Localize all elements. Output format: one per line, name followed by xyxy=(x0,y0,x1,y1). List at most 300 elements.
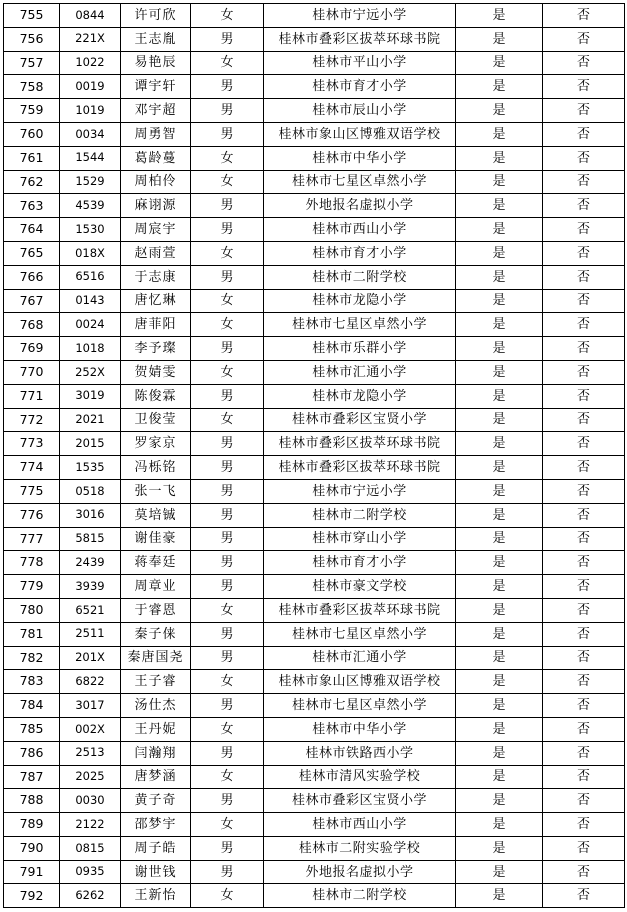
table-row xyxy=(4,694,625,718)
id-suffix-cell: 0815 xyxy=(60,836,121,860)
flag-yes-cell: 是 xyxy=(456,598,543,622)
flag-yes-cell: 是 xyxy=(456,408,543,432)
serial-number-cell: 755 xyxy=(4,4,60,28)
id-suffix-cell: 2025 xyxy=(60,765,121,789)
flag-no-cell: 否 xyxy=(543,75,625,99)
table-row xyxy=(4,241,625,265)
table-row xyxy=(4,789,625,813)
gender-cell: 男 xyxy=(191,432,264,456)
id-suffix-cell: 6822 xyxy=(60,670,121,694)
serial-number-cell: 780 xyxy=(4,598,60,622)
id-suffix-cell: 4539 xyxy=(60,194,121,218)
table-row xyxy=(4,265,625,289)
flag-no-cell: 否 xyxy=(543,694,625,718)
gender-cell: 女 xyxy=(191,170,264,194)
student-name-cell: 唐忆琳 xyxy=(121,289,191,313)
table-row xyxy=(4,27,625,51)
table-row xyxy=(4,122,625,146)
table-row xyxy=(4,551,625,575)
school-cell: 桂林市育才小学 xyxy=(264,75,456,99)
flag-yes-cell: 是 xyxy=(456,527,543,551)
student-name-cell: 罗家京 xyxy=(121,432,191,456)
school-cell: 桂林市叠彩区拔萃环球书院 xyxy=(264,598,456,622)
flag-no-cell: 否 xyxy=(543,265,625,289)
id-suffix-cell: 1019 xyxy=(60,99,121,123)
id-suffix-cell: 0034 xyxy=(60,122,121,146)
table-row xyxy=(4,598,625,622)
serial-number-cell: 775 xyxy=(4,479,60,503)
gender-cell: 男 xyxy=(191,741,264,765)
flag-no-cell: 否 xyxy=(543,289,625,313)
gender-cell: 男 xyxy=(191,646,264,670)
flag-yes-cell: 是 xyxy=(456,289,543,313)
student-name-cell: 冯栎铭 xyxy=(121,456,191,480)
id-suffix-cell: 0518 xyxy=(60,479,121,503)
school-cell: 桂林市清风实验学校 xyxy=(264,765,456,789)
student-name-cell: 谭宇轩 xyxy=(121,75,191,99)
school-cell: 桂林市七星区卓然小学 xyxy=(264,170,456,194)
student-name-cell: 邓宇超 xyxy=(121,99,191,123)
id-suffix-cell: 5815 xyxy=(60,527,121,551)
id-suffix-cell: 252X xyxy=(60,360,121,384)
gender-cell: 女 xyxy=(191,360,264,384)
gender-cell: 男 xyxy=(191,456,264,480)
gender-cell: 男 xyxy=(191,860,264,884)
gender-cell: 女 xyxy=(191,813,264,837)
student-name-cell: 许可欣 xyxy=(121,4,191,28)
gender-cell: 男 xyxy=(191,575,264,599)
gender-cell: 男 xyxy=(191,836,264,860)
school-cell: 桂林市育才小学 xyxy=(264,551,456,575)
flag-yes-cell: 是 xyxy=(456,51,543,75)
student-name-cell: 卫俊莹 xyxy=(121,408,191,432)
school-cell: 桂林市叠彩区拔萃环球书院 xyxy=(264,456,456,480)
gender-cell: 女 xyxy=(191,598,264,622)
flag-yes-cell: 是 xyxy=(456,337,543,361)
flag-no-cell: 否 xyxy=(543,146,625,170)
table-row xyxy=(4,575,625,599)
student-name-cell: 李予璨 xyxy=(121,337,191,361)
school-cell: 桂林市叠彩区宝贤小学 xyxy=(264,789,456,813)
id-suffix-cell: 3017 xyxy=(60,694,121,718)
flag-yes-cell: 是 xyxy=(456,27,543,51)
school-cell: 桂林市龙隐小学 xyxy=(264,384,456,408)
flag-no-cell: 否 xyxy=(543,836,625,860)
id-suffix-cell: 0019 xyxy=(60,75,121,99)
table-row xyxy=(4,360,625,384)
gender-cell: 男 xyxy=(191,27,264,51)
id-suffix-cell: 1022 xyxy=(60,51,121,75)
school-cell: 桂林市叠彩区拔萃环球书院 xyxy=(264,432,456,456)
serial-number-cell: 777 xyxy=(4,527,60,551)
school-cell: 桂林市叠彩区拔萃环球书院 xyxy=(264,27,456,51)
serial-number-cell: 765 xyxy=(4,241,60,265)
id-suffix-cell: 2021 xyxy=(60,408,121,432)
flag-no-cell: 否 xyxy=(543,432,625,456)
school-cell: 桂林市龙隐小学 xyxy=(264,289,456,313)
gender-cell: 女 xyxy=(191,51,264,75)
student-name-cell: 秦唐国尧 xyxy=(121,646,191,670)
flag-yes-cell: 是 xyxy=(456,813,543,837)
gender-cell: 女 xyxy=(191,146,264,170)
serial-number-cell: 768 xyxy=(4,313,60,337)
id-suffix-cell: 1530 xyxy=(60,218,121,242)
serial-number-cell: 759 xyxy=(4,99,60,123)
student-name-cell: 周勇智 xyxy=(121,122,191,146)
id-suffix-cell: 002X xyxy=(60,717,121,741)
flag-no-cell: 否 xyxy=(543,313,625,337)
school-cell: 桂林市二附学校 xyxy=(264,265,456,289)
table-row xyxy=(4,4,625,28)
id-suffix-cell: 0030 xyxy=(60,789,121,813)
gender-cell: 男 xyxy=(191,384,264,408)
flag-yes-cell: 是 xyxy=(456,4,543,28)
school-cell: 桂林市辰山小学 xyxy=(264,99,456,123)
table-row xyxy=(4,432,625,456)
table-row xyxy=(4,313,625,337)
student-name-cell: 蒋奉廷 xyxy=(121,551,191,575)
id-suffix-cell: 6516 xyxy=(60,265,121,289)
serial-number-cell: 757 xyxy=(4,51,60,75)
school-cell: 桂林市象山区博雅双语学校 xyxy=(264,122,456,146)
student-name-cell: 唐菲阳 xyxy=(121,313,191,337)
school-cell: 桂林市宁远小学 xyxy=(264,479,456,503)
student-name-cell: 唐梦涵 xyxy=(121,765,191,789)
school-cell: 桂林市象山区博雅双语学校 xyxy=(264,670,456,694)
flag-no-cell: 否 xyxy=(543,884,625,908)
gender-cell: 女 xyxy=(191,717,264,741)
table-row xyxy=(4,813,625,837)
table-row xyxy=(4,289,625,313)
flag-yes-cell: 是 xyxy=(456,170,543,194)
flag-no-cell: 否 xyxy=(543,27,625,51)
flag-yes-cell: 是 xyxy=(456,194,543,218)
id-suffix-cell: 0935 xyxy=(60,860,121,884)
flag-no-cell: 否 xyxy=(543,765,625,789)
flag-no-cell: 否 xyxy=(543,360,625,384)
student-name-cell: 邵梦宇 xyxy=(121,813,191,837)
flag-no-cell: 否 xyxy=(543,741,625,765)
student-name-cell: 周柏伶 xyxy=(121,170,191,194)
table-row xyxy=(4,146,625,170)
flag-no-cell: 否 xyxy=(543,384,625,408)
flag-no-cell: 否 xyxy=(543,51,625,75)
gender-cell: 男 xyxy=(191,694,264,718)
flag-no-cell: 否 xyxy=(543,194,625,218)
serial-number-cell: 761 xyxy=(4,146,60,170)
table-row xyxy=(4,622,625,646)
table-row xyxy=(4,99,625,123)
table-row xyxy=(4,218,625,242)
serial-number-cell: 773 xyxy=(4,432,60,456)
serial-number-cell: 762 xyxy=(4,170,60,194)
serial-number-cell: 756 xyxy=(4,27,60,51)
school-cell: 桂林市西山小学 xyxy=(264,813,456,837)
flag-no-cell: 否 xyxy=(543,527,625,551)
school-cell: 桂林市育才小学 xyxy=(264,241,456,265)
id-suffix-cell: 3016 xyxy=(60,503,121,527)
flag-yes-cell: 是 xyxy=(456,384,543,408)
table-row xyxy=(4,337,625,361)
school-cell: 桂林市铁路西小学 xyxy=(264,741,456,765)
school-cell: 外地报名虚拟小学 xyxy=(264,860,456,884)
id-suffix-cell: 3939 xyxy=(60,575,121,599)
serial-number-cell: 770 xyxy=(4,360,60,384)
gender-cell: 男 xyxy=(191,503,264,527)
student-name-cell: 于睿恩 xyxy=(121,598,191,622)
student-name-cell: 贺婧雯 xyxy=(121,360,191,384)
student-name-cell: 王志胤 xyxy=(121,27,191,51)
student-name-cell: 于志康 xyxy=(121,265,191,289)
flag-yes-cell: 是 xyxy=(456,265,543,289)
student-name-cell: 周章业 xyxy=(121,575,191,599)
school-cell: 桂林市中华小学 xyxy=(264,146,456,170)
id-suffix-cell: 0844 xyxy=(60,4,121,28)
gender-cell: 男 xyxy=(191,194,264,218)
flag-yes-cell: 是 xyxy=(456,884,543,908)
serial-number-cell: 781 xyxy=(4,622,60,646)
student-name-cell: 易艳辰 xyxy=(121,51,191,75)
flag-yes-cell: 是 xyxy=(456,741,543,765)
flag-no-cell: 否 xyxy=(543,622,625,646)
flag-no-cell: 否 xyxy=(543,789,625,813)
flag-yes-cell: 是 xyxy=(456,122,543,146)
flag-no-cell: 否 xyxy=(543,337,625,361)
serial-number-cell: 763 xyxy=(4,194,60,218)
flag-yes-cell: 是 xyxy=(456,670,543,694)
table-row xyxy=(4,717,625,741)
school-cell: 桂林市西山小学 xyxy=(264,218,456,242)
school-cell: 桂林市二附学校 xyxy=(264,884,456,908)
student-name-cell: 黄子奇 xyxy=(121,789,191,813)
id-suffix-cell: 1544 xyxy=(60,146,121,170)
flag-no-cell: 否 xyxy=(543,575,625,599)
flag-yes-cell: 是 xyxy=(456,836,543,860)
table-row xyxy=(4,170,625,194)
flag-no-cell: 否 xyxy=(543,456,625,480)
serial-number-cell: 788 xyxy=(4,789,60,813)
table-row xyxy=(4,646,625,670)
table-row xyxy=(4,408,625,432)
student-name-cell: 王丹妮 xyxy=(121,717,191,741)
school-cell: 桂林市穿山小学 xyxy=(264,527,456,551)
school-cell: 桂林市豪文学校 xyxy=(264,575,456,599)
id-suffix-cell: 2439 xyxy=(60,551,121,575)
gender-cell: 女 xyxy=(191,884,264,908)
table-row xyxy=(4,741,625,765)
id-suffix-cell: 6521 xyxy=(60,598,121,622)
flag-no-cell: 否 xyxy=(543,4,625,28)
id-suffix-cell: 1018 xyxy=(60,337,121,361)
serial-number-cell: 785 xyxy=(4,717,60,741)
student-roster-table xyxy=(3,3,625,908)
school-cell: 桂林市汇通小学 xyxy=(264,646,456,670)
student-name-cell: 王子睿 xyxy=(121,670,191,694)
school-cell: 桂林市叠彩区宝贤小学 xyxy=(264,408,456,432)
flag-yes-cell: 是 xyxy=(456,765,543,789)
flag-yes-cell: 是 xyxy=(456,860,543,884)
id-suffix-cell: 018X xyxy=(60,241,121,265)
flag-yes-cell: 是 xyxy=(456,575,543,599)
gender-cell: 男 xyxy=(191,122,264,146)
school-cell: 桂林市中华小学 xyxy=(264,717,456,741)
gender-cell: 女 xyxy=(191,408,264,432)
flag-yes-cell: 是 xyxy=(456,503,543,527)
table-row xyxy=(4,479,625,503)
flag-no-cell: 否 xyxy=(543,717,625,741)
gender-cell: 男 xyxy=(191,99,264,123)
gender-cell: 男 xyxy=(191,527,264,551)
flag-no-cell: 否 xyxy=(543,218,625,242)
gender-cell: 男 xyxy=(191,789,264,813)
flag-yes-cell: 是 xyxy=(456,479,543,503)
student-name-cell: 王新怡 xyxy=(121,884,191,908)
gender-cell: 男 xyxy=(191,265,264,289)
flag-no-cell: 否 xyxy=(543,670,625,694)
gender-cell: 男 xyxy=(191,337,264,361)
flag-no-cell: 否 xyxy=(543,122,625,146)
student-name-cell: 谢佳豪 xyxy=(121,527,191,551)
flag-no-cell: 否 xyxy=(543,241,625,265)
flag-yes-cell: 是 xyxy=(456,551,543,575)
id-suffix-cell: 3019 xyxy=(60,384,121,408)
school-cell: 桂林市七星区卓然小学 xyxy=(264,313,456,337)
serial-number-cell: 760 xyxy=(4,122,60,146)
flag-no-cell: 否 xyxy=(543,813,625,837)
serial-number-cell: 774 xyxy=(4,456,60,480)
flag-yes-cell: 是 xyxy=(456,646,543,670)
id-suffix-cell: 2015 xyxy=(60,432,121,456)
serial-number-cell: 776 xyxy=(4,503,60,527)
flag-no-cell: 否 xyxy=(543,551,625,575)
serial-number-cell: 790 xyxy=(4,836,60,860)
id-suffix-cell: 2513 xyxy=(60,741,121,765)
school-cell: 桂林市汇通小学 xyxy=(264,360,456,384)
flag-yes-cell: 是 xyxy=(456,789,543,813)
student-name-cell: 陈俊霖 xyxy=(121,384,191,408)
table-row xyxy=(4,765,625,789)
gender-cell: 女 xyxy=(191,241,264,265)
serial-number-cell: 782 xyxy=(4,646,60,670)
serial-number-cell: 791 xyxy=(4,860,60,884)
student-name-cell: 闫瀚翔 xyxy=(121,741,191,765)
gender-cell: 男 xyxy=(191,551,264,575)
school-cell: 桂林市宁远小学 xyxy=(264,4,456,28)
school-cell: 桂林市二附实验学校 xyxy=(264,836,456,860)
table-row xyxy=(4,194,625,218)
gender-cell: 男 xyxy=(191,622,264,646)
table-row xyxy=(4,527,625,551)
serial-number-cell: 783 xyxy=(4,670,60,694)
serial-number-cell: 764 xyxy=(4,218,60,242)
student-name-cell: 秦子俫 xyxy=(121,622,191,646)
gender-cell: 男 xyxy=(191,75,264,99)
flag-yes-cell: 是 xyxy=(456,432,543,456)
gender-cell: 女 xyxy=(191,4,264,28)
school-cell: 桂林市二附学校 xyxy=(264,503,456,527)
id-suffix-cell: 6262 xyxy=(60,884,121,908)
flag-yes-cell: 是 xyxy=(456,622,543,646)
serial-number-cell: 758 xyxy=(4,75,60,99)
school-cell: 外地报名虚拟小学 xyxy=(264,194,456,218)
id-suffix-cell: 2511 xyxy=(60,622,121,646)
id-suffix-cell: 221X xyxy=(60,27,121,51)
flag-no-cell: 否 xyxy=(543,479,625,503)
gender-cell: 男 xyxy=(191,479,264,503)
flag-yes-cell: 是 xyxy=(456,218,543,242)
flag-yes-cell: 是 xyxy=(456,360,543,384)
flag-yes-cell: 是 xyxy=(456,146,543,170)
student-name-cell: 张一飞 xyxy=(121,479,191,503)
serial-number-cell: 789 xyxy=(4,813,60,837)
table-row xyxy=(4,503,625,527)
gender-cell: 男 xyxy=(191,218,264,242)
student-name-cell: 谢世钱 xyxy=(121,860,191,884)
school-cell: 桂林市乐群小学 xyxy=(264,337,456,361)
school-cell: 桂林市七星区卓然小学 xyxy=(264,622,456,646)
student-name-cell: 周子皓 xyxy=(121,836,191,860)
serial-number-cell: 778 xyxy=(4,551,60,575)
roster-body xyxy=(4,4,625,908)
serial-number-cell: 772 xyxy=(4,408,60,432)
flag-no-cell: 否 xyxy=(543,860,625,884)
id-suffix-cell: 0024 xyxy=(60,313,121,337)
school-cell: 桂林市七星区卓然小学 xyxy=(264,694,456,718)
student-name-cell: 周宸宇 xyxy=(121,218,191,242)
serial-number-cell: 792 xyxy=(4,884,60,908)
student-name-cell: 葛龄蔓 xyxy=(121,146,191,170)
serial-number-cell: 769 xyxy=(4,337,60,361)
id-suffix-cell: 1535 xyxy=(60,456,121,480)
gender-cell: 女 xyxy=(191,313,264,337)
table-row xyxy=(4,836,625,860)
flag-yes-cell: 是 xyxy=(456,241,543,265)
serial-number-cell: 767 xyxy=(4,289,60,313)
serial-number-cell: 779 xyxy=(4,575,60,599)
student-name-cell: 赵雨萱 xyxy=(121,241,191,265)
flag-yes-cell: 是 xyxy=(456,75,543,99)
flag-no-cell: 否 xyxy=(543,646,625,670)
table-row xyxy=(4,884,625,908)
table-row xyxy=(4,75,625,99)
id-suffix-cell: 2122 xyxy=(60,813,121,837)
school-cell: 桂林市平山小学 xyxy=(264,51,456,75)
table-row xyxy=(4,456,625,480)
table-row xyxy=(4,51,625,75)
flag-yes-cell: 是 xyxy=(456,456,543,480)
serial-number-cell: 784 xyxy=(4,694,60,718)
id-suffix-cell: 201X xyxy=(60,646,121,670)
flag-no-cell: 否 xyxy=(543,503,625,527)
serial-number-cell: 771 xyxy=(4,384,60,408)
flag-no-cell: 否 xyxy=(543,99,625,123)
flag-no-cell: 否 xyxy=(543,598,625,622)
student-name-cell: 莫培铖 xyxy=(121,503,191,527)
student-name-cell: 麻诩源 xyxy=(121,194,191,218)
serial-number-cell: 787 xyxy=(4,765,60,789)
flag-yes-cell: 是 xyxy=(456,313,543,337)
gender-cell: 女 xyxy=(191,765,264,789)
flag-yes-cell: 是 xyxy=(456,717,543,741)
student-name-cell: 汤仕杰 xyxy=(121,694,191,718)
serial-number-cell: 786 xyxy=(4,741,60,765)
flag-yes-cell: 是 xyxy=(456,694,543,718)
flag-yes-cell: 是 xyxy=(456,99,543,123)
id-suffix-cell: 1529 xyxy=(60,170,121,194)
gender-cell: 女 xyxy=(191,289,264,313)
table-row xyxy=(4,384,625,408)
table-row xyxy=(4,860,625,884)
